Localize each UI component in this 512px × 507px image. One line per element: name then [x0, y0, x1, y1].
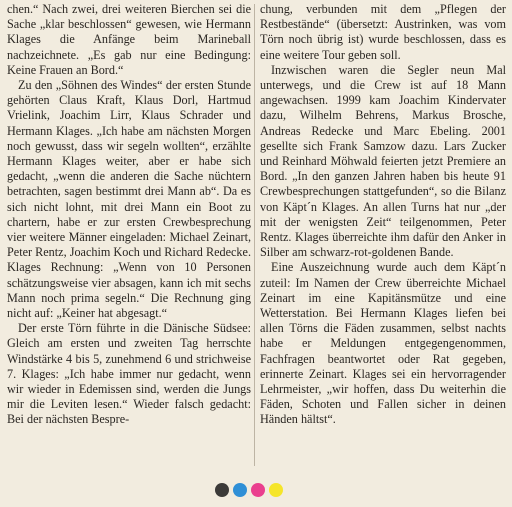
column-divider	[254, 4, 255, 466]
paragraph-right-3: Eine Auszeichnung wurde auch dem Käpt´n zuteil: Im Namen der Crew überreichte Michael Zeinart im eine Kapitänsmütze und eine Wetterstation. Bei Hermann Klages liefen bei allen Törns die Fäden zusammen, selbst nachts habe er Meldungen entgegengenommen, Fachfragen beantwortet oder Rat gegeben, erinnerte Zeinart. Klages sei ein hervorragender Lehrmeister, „wir hoffen, dass Du weiterhin die Fäden, Schoten und Fallen sicher in deinen Händen hältst“.	[260, 260, 506, 427]
article-column-left	[7, 2, 251, 428]
black-ink-dot-icon	[215, 483, 229, 497]
paragraph-left-1: chen.“ Nach zwei, drei weiteren Bierchen sei die Sache „klar beschlossen“ gewesen, wie Hermann Klages die Anfänge beim Marineball nachzeichnete. „Es gab nur eine Bedingung: Keine Frauen an Bord.“	[7, 2, 251, 77]
paragraph-left-2: Zu den „Söhnen des Windes“ der ersten Stunde gehörten Claus Kraft, Klaus Dorl, Hartmud Vrielink, Joachim Lirr, Klaus Schrader und Hermann Klages. „Ich habe am nächsten Morgen noch gewusst, dass wir segeln wollten“, erzählte Hermann Klages weiter, aber er habe sich gedacht, „wenn die anderen die Sache nüchtern betrachten, sagen bestimmt drei Mann ab“. Da es sich nicht lohnt, mit drei Mann ein Boot zu chartern, habe er zur ersten Crewbesprechung vier weitere Männer eingeladen: Michael Zeinart, Peter Rentz, Joachim Koch und Richard Redecke. Klages Rechnung: „Wenn von 10 Personen schätzungsweise vier absagen, kann ich mit sechs Mann noch prima segeln.“ Die Rechnung ging nicht auf: „Keiner hat abgesagt.“	[7, 78, 251, 321]
paragraph-left-3: Der erste Törn führte in die Dänische Südsee: Gleich am ersten und zweiten Tag herrschte Windstärke 4 bis 5, zunehmend 6 und strichweise 7. Klages: „Ich habe immer nur gedacht, wenn wir wieder in Edemissen sind, werden die Jungs mir die Leviten lesen.“ Wieder falsch gedacht: Bei der nächsten Bespre-	[7, 321, 251, 427]
print-registration-marks	[215, 483, 283, 497]
paragraph-right-2: Inzwischen waren die Segler neun Mal unterwegs, und die Crew ist auf 18 Mann angewachsen. 1999 kam Joachim Kindervater dazu, Wilhelm Behrens, Markus Brosche, Andreas Redecke und Marc Ebeling. 2001 gesellte sich Frank Samzow dazu. Lars Zucker und Reinhard Möhwald feierten jetzt Premiere an Bord. „In den ganzen Jahren haben bis heute 91 Crewbesprechungen stattgefunden“, so die Bilanz von Käpt´n Klages. An allen Turns hat nur „der mit der wenigsten Zeit“ teilgenommen, Peter Rentz. Klages überreichte ihm dafür den Anker in Silber am schwarz-rot-goldenen Bande.	[260, 62, 506, 260]
magenta-ink-dot-icon	[251, 483, 265, 497]
yellow-ink-dot-icon	[269, 483, 283, 497]
cyan-ink-dot-icon	[233, 483, 247, 497]
article-column-right	[260, 2, 506, 428]
paragraph-right-1: chung, verbunden mit dem „Pflegen der Restbestände“ (übersetzt: Austrinken, was vom Törn noch übrig ist) wurde beschlossen, dass es eine weitere Tour geben soll.	[260, 2, 506, 62]
